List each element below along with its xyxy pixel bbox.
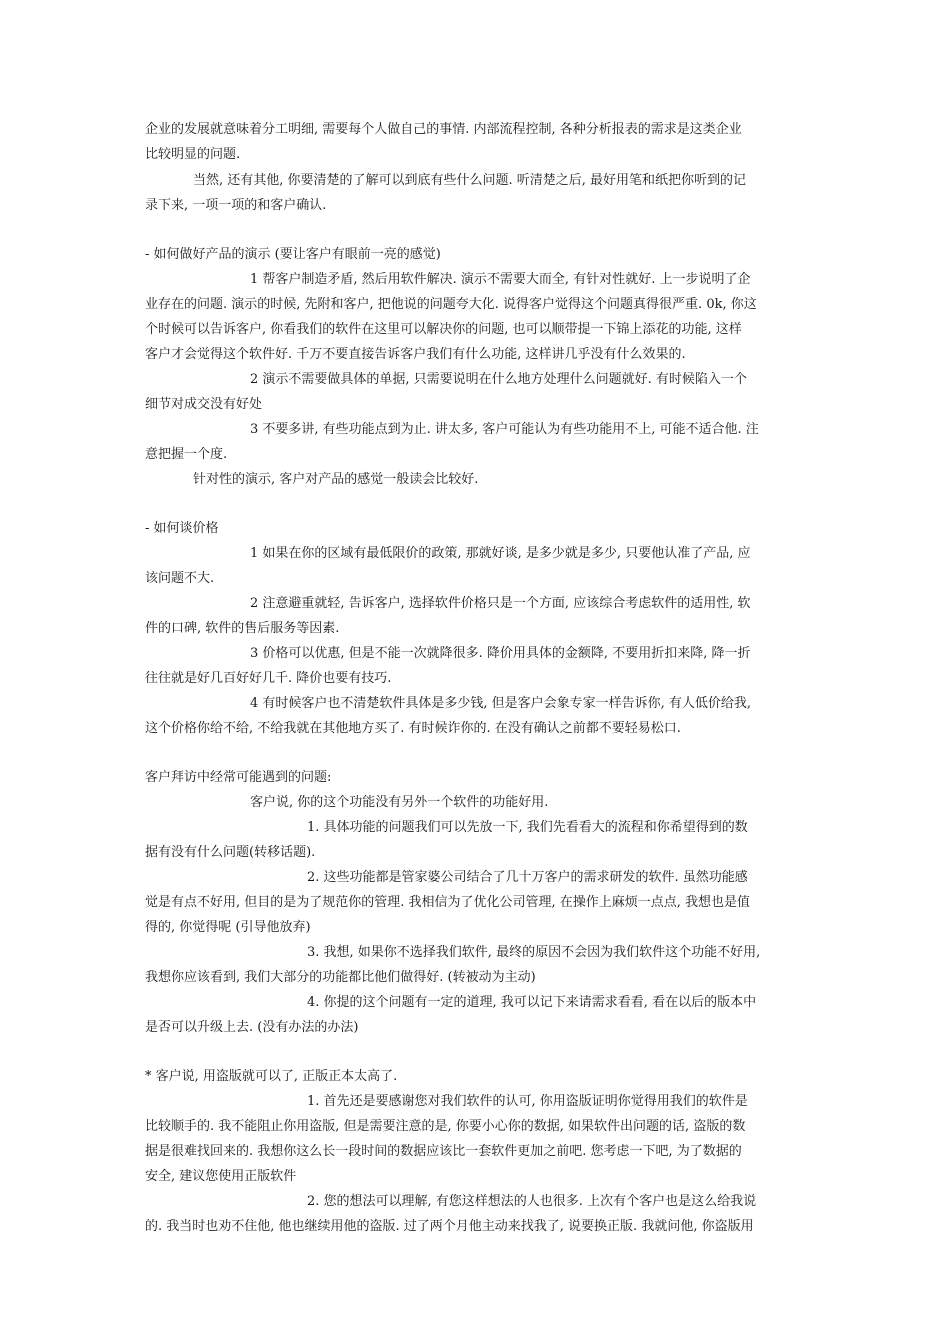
text-line: 据是很难找回来的. 我想你这么长一段时间的数据应该比一套软件更加之前吧. 您考虑一下吧, 为了数据的 [145, 1144, 742, 1159]
text-line: 我想你应该看到, 我们大部分的功能都比他们做得好. (转被动为主动) [145, 970, 536, 985]
text-line: 这个价格你给不给, 不给我就在其他地方买了. 有时候诈你的. 在没有确认之前都不要轻易松口. [145, 721, 681, 736]
text-line: 客户说, 你的这个功能没有另外一个软件的功能好用. [250, 795, 549, 810]
text-line: 业存在的问题. 演示的时候, 先附和客户, 把他说的问题夸大化. 说得客户觉得这个问题真得很严重. 0k, 你这 [145, 297, 757, 312]
text-line: 得的, 你觉得呢 (引导他放弃) [145, 920, 311, 935]
text-line: 4 有时候客户也不清楚软件具体是多少钱, 但是客户会象专家一样告诉你, 有人低价给我, [250, 696, 752, 711]
text-line: 1 如果在你的区域有最低限价的政策, 那就好谈, 是多少就是多少, 只要他认准了产品, 应 [250, 546, 751, 561]
text-line: 意把握一个度. [145, 447, 228, 462]
text-line: 比较明显的问题. [145, 147, 241, 162]
text-line: 客户才会觉得这个软件好. 千万不要直接告诉客户我们有什么功能, 这样讲几乎没有什么效果的. [145, 347, 686, 362]
text-line: 比较顺手的. 我不能阻止你用盗版, 但是需要注意的是, 你要小心你的数据, 如果软件出问题的话, 盗版的数 [145, 1119, 746, 1134]
text-line: 2. 您的想法可以理解, 有您这样想法的人也很多. 上次有个客户也是这么给我说 [307, 1194, 757, 1209]
text-line: 针对性的演示, 客户对产品的感觉一般读会比较好. [193, 472, 479, 487]
text-line: 3. 我想, 如果你不选择我们软件, 最终的原因不会因为我们软件这个功能不好用, [307, 945, 761, 960]
text-line: 据有没有什么问题(转移话题). [145, 845, 316, 860]
text-line: 3 价格可以优惠, 但是不能一次就降很多. 降价用具体的金额降, 不要用折扣来降, 降一折 [250, 646, 751, 661]
text-line: 1 帮客户制造矛盾, 然后用软件解决. 演示不需要大而全, 有针对性就好. 上一步说明了企 [250, 272, 751, 287]
text-line: 当然, 还有其他, 你要清楚的了解可以到底有些什么问题. 听清楚之后, 最好用笔和纸把你听到的记 [193, 173, 747, 188]
section-heading: * 客户说, 用盗版就可以了, 正版正本太高了. [145, 1069, 398, 1084]
text-line: 录下来, 一项一项的和客户确认. [145, 198, 327, 213]
section-heading: - 如何做好产品的演示 (要让客户有眼前一亮的感觉) [145, 247, 441, 262]
text-line: 1. 具体功能的问题我们可以先放一下, 我们先看看大的流程和你希望得到的数 [307, 820, 748, 835]
text-line: 2 注意避重就轻, 告诉客户, 选择软件价格只是一个方面, 应该综合考虑软件的适用性, 软 [250, 596, 751, 611]
text-line: 的. 我当时也劝不住他, 他也继续用他的盗版. 过了两个月他主动来找我了, 说要换正版. 我就问他, 你盗版用 [145, 1219, 754, 1234]
text-line: 2 演示不需要做具体的单据, 只需要说明在什么地方处理什么问题就好. 有时候陷入一个 [250, 372, 747, 387]
text-line: 个时候可以告诉客户, 你看我们的软件在这里可以解决你的问题, 也可以顺带提一下锦上添花的功能, 这样 [145, 322, 742, 337]
text-line: 2. 这些功能都是管家婆公司结合了几十万客户的需求研发的软件. 虽然功能感 [307, 870, 748, 885]
text-line: 该问题不大. [145, 571, 215, 586]
text-line: 往往就是好几百好好几千. 降价也要有技巧. [145, 671, 392, 686]
text-line: 1. 首先还是要感谢您对我们软件的认可, 你用盗版证明你觉得用我们的软件是 [307, 1094, 748, 1109]
text-line: 觉是有点不好用, 但目的是为了规范你的管理. 我相信为了优化公司管理, 在操作上麻烦一点点, 我想也是值 [145, 895, 751, 910]
text-line: 安全, 建议您使用正版软件 [145, 1169, 297, 1184]
text-line: 4. 你提的这个问题有一定的道理, 我可以记下来请需求看看, 看在以后的版本中 [307, 995, 757, 1010]
section-heading: - 如何谈价格 [145, 521, 219, 536]
text-line: 3 不要多讲, 有些功能点到为止. 讲太多, 客户可能认为有些功能用不上, 可能不适合他. 注 [250, 422, 759, 437]
text-line: 企业的发展就意味着分工明细, 需要每个人做自己的事情. 内部流程控制, 各种分析报表的需求是这类企业 [145, 122, 742, 137]
text-line: 是否可以升级上去. (没有办法的办法) [145, 1020, 359, 1035]
text-line: 细节对成交没有好处 [145, 397, 263, 412]
text-line: 件的口碑, 软件的售后服务等因素. [145, 621, 340, 636]
section-heading: 客户拜访中经常可能遇到的问题: [145, 770, 332, 785]
